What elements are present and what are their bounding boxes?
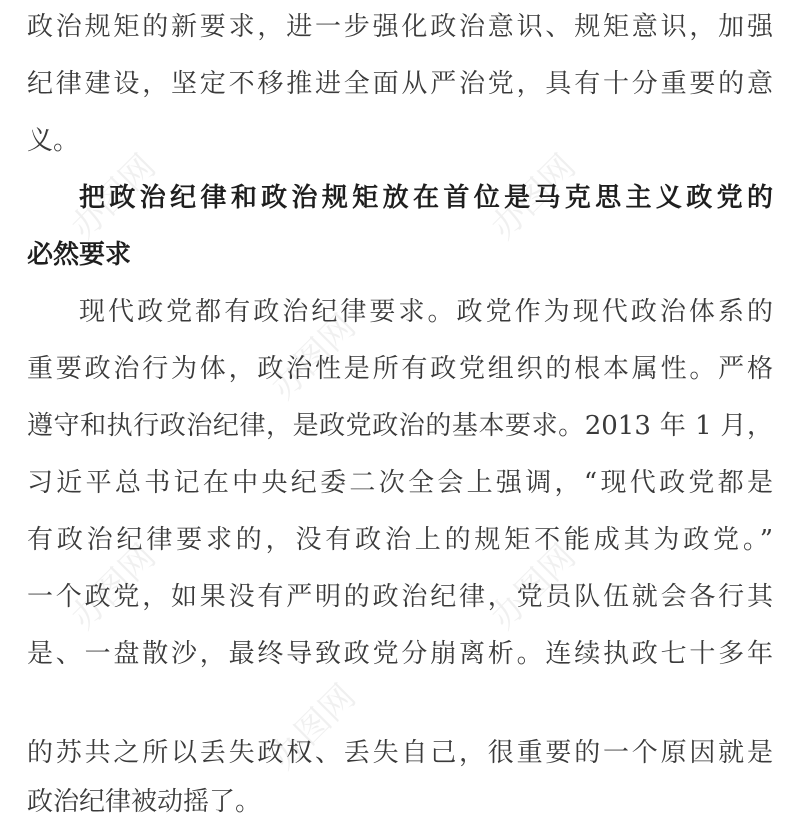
watermark-logo: 办图网 <box>63 536 164 638</box>
body-text-line: 遵守和执行政治纪律，是政党政治的基本要求。2013 年 1 月， <box>27 411 773 441</box>
watermark-logo: 办图网 <box>483 146 584 248</box>
body-text-line: 义。 <box>27 126 80 156</box>
body-text-line: 的苏共之所以丢失政权、丢失自己，很重要的一个原因就是 <box>27 738 773 768</box>
watermark-logo: 办图网 <box>63 146 164 248</box>
watermark-logo: 办图网 <box>483 536 584 638</box>
body-text-line: 一个政党，如果没有严明的政治纪律，党员队伍就会各行其 <box>27 582 773 612</box>
body-text-line: 是、一盘散沙，最终导致政党分崩离析。连续执政七十多年 <box>27 639 773 669</box>
section-heading-line: 必然要求 <box>27 240 132 270</box>
body-text-line: 现代政党都有政治纪律要求。政党作为现代政治体系的 <box>79 297 773 327</box>
body-text-line: 有政治纪律要求的，没有政治上的规矩不能成其为政党。” <box>27 525 773 555</box>
body-text-line: 纪律建设，坚定不移推进全面从严治党，具有十分重要的意 <box>27 69 773 99</box>
watermark-logo: 办图网 <box>263 676 364 778</box>
body-text-line: 政治规矩的新要求，进一步强化政治意识、规矩意识，加强 <box>27 12 773 42</box>
watermark-logo: 办图网 <box>263 306 364 408</box>
body-text-line: 习近平总书记在中央纪委二次全会上强调，“现代政党都是 <box>27 468 773 498</box>
section-heading-line: 把政治纪律和政治规矩放在首位是马克思主义政党的 <box>79 183 773 213</box>
body-text-line: 重要政治行为体，政治性是所有政党组织的根本属性。严格 <box>27 354 773 384</box>
body-text-line: 政治纪律被动摇了。 <box>27 787 262 817</box>
